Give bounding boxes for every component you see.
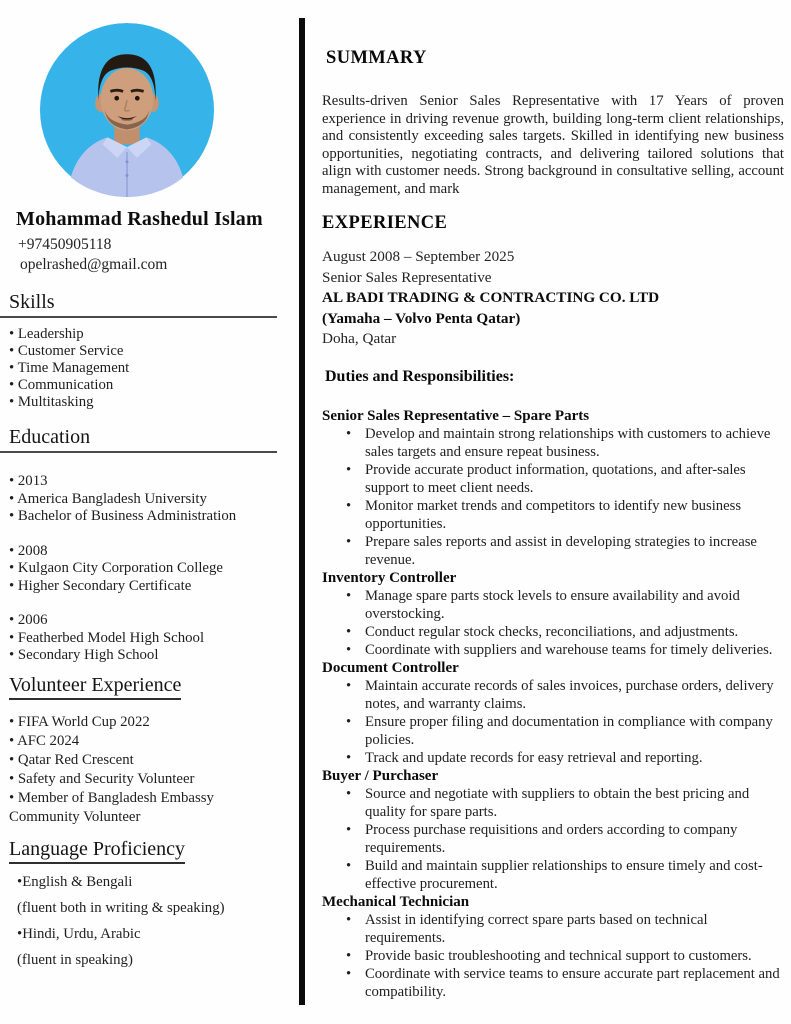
education-item: • America Bangladesh University: [9, 491, 298, 509]
duty-item: • Process purchase requisitions and orders according to company requirements.: [322, 821, 784, 857]
duty-item: • Track and update records for easy retrieval and reporting.: [322, 749, 784, 767]
email-address: opelrashed@gmail.com: [20, 256, 168, 273]
volunteer-item: • FIFA World Cup 2022: [9, 713, 265, 732]
duty-role-title: Document Controller: [322, 659, 459, 676]
education-item: • Kulgaon City Corporation College: [9, 560, 298, 578]
volunteer-item: • Qatar Red Crescent: [9, 751, 265, 770]
skills-heading-rule: [0, 291, 277, 318]
education-group: [9, 543, 298, 596]
volunteer-list: [9, 713, 265, 827]
skills-heading: Skills: [9, 291, 55, 313]
education-item: • Bachelor of Business Administration: [9, 508, 298, 526]
duty-list: [322, 785, 784, 893]
duty-item: • Develop and maintain strong relationships with customers to achieve sales targets and ensure repeat business.: [322, 425, 784, 461]
experience-job-title: Senior Sales Representative: [322, 268, 492, 286]
duties-heading: Duties and Responsibilities:: [325, 367, 515, 385]
skill-item: • Customer Service: [9, 343, 298, 360]
profile-photo: [38, 23, 216, 197]
volunteer-heading-label: Volunteer Experience: [9, 674, 181, 700]
duty-item: • Source and negotiate with suppliers to obtain the best pricing and quality for spare parts.: [322, 785, 784, 821]
duty-item: • Ensure proper filing and documentation in compliance with company policies.: [322, 713, 784, 749]
skill-item: • Communication: [9, 377, 298, 394]
volunteer-item: • AFC 2024: [9, 732, 265, 751]
experience-location: Doha, Qatar: [322, 330, 397, 348]
duty-item: • Build and maintain supplier relationships to ensure timely and cost-effective procurement.: [322, 857, 784, 893]
candidate-name: Mohammad Rashedul Islam: [16, 208, 263, 230]
volunteer-item: • Member of Bangladesh Embassy Community Volunteer: [9, 789, 265, 827]
phone-number: +97450905118: [18, 236, 112, 253]
experience-dates: August 2008 – September 2025: [322, 248, 515, 265]
language-item: • Hindi, Urdu, Arabic: [17, 925, 298, 943]
language-fluency-note: (fluent both in writing & speaking): [17, 899, 225, 916]
skill-item: • Leadership: [9, 326, 298, 343]
experience-heading: EXPERIENCE: [322, 213, 448, 233]
duty-item: • Provide accurate product information, quotations, and after-sales support to meet client needs.: [322, 461, 784, 497]
education-section: [0, 426, 298, 665]
duty-list: [322, 425, 784, 569]
languages-list: [17, 873, 298, 969]
languages-heading: [9, 838, 298, 864]
duty-item: • Assist in identifying correct spare parts based on technical requirements.: [322, 911, 784, 947]
left-column: [0, 0, 298, 977]
duty-list: [322, 911, 784, 1001]
experience-meta: [322, 247, 784, 350]
duty-list: [322, 677, 784, 767]
language-fluency-note: (fluent in speaking): [17, 951, 133, 968]
duty-section-document-controller: [322, 659, 784, 767]
education-group: [9, 473, 298, 526]
languages-section: [0, 838, 298, 969]
duty-item: • Prepare sales reports and assist in developing strategies to increase revenue.: [322, 533, 784, 569]
duty-item: • Manage spare parts stock levels to ensure availability and avoid overstocking.: [322, 587, 784, 623]
education-item: • 2006: [9, 612, 298, 630]
language-item: • English & Bengali: [17, 873, 298, 891]
duty-list: [322, 587, 784, 659]
duty-role-title: Buyer / Purchaser: [322, 767, 439, 784]
education-item: • 2013: [9, 473, 298, 491]
experience-company: AL BADI TRADING & CONTRACTING CO. LTD: [322, 289, 660, 307]
duty-item: • Coordinate with suppliers and warehouse teams for timely deliveries.: [322, 641, 784, 659]
duty-item: • Maintain accurate records of sales invoices, purchase orders, delivery notes, and warranty claims.: [322, 677, 784, 713]
avatar: [38, 23, 216, 197]
duty-section-mechanical-technician: [322, 893, 784, 1001]
summary-heading: SUMMARY: [326, 48, 427, 68]
volunteer-section: [0, 674, 298, 827]
education-group: [9, 612, 298, 665]
right-column: [322, 0, 784, 1001]
volunteer-item: • Safety and Security Volunteer: [9, 770, 265, 789]
duty-item: • Monitor market trends and competitors to identify new business opportunities.: [322, 497, 784, 533]
education-heading: Education: [9, 426, 91, 448]
skills-list: [9, 326, 298, 411]
duty-section-spare-parts: [322, 407, 784, 569]
duty-role-title: Inventory Controller: [322, 569, 457, 586]
duty-section-buyer-purchaser: [322, 767, 784, 893]
skill-item: • Time Management: [9, 360, 298, 377]
skill-item: • Multitasking: [9, 394, 298, 411]
education-item: • Higher Secondary Certificate: [9, 578, 298, 596]
summary-paragraph: Results-driven Senior Sales Representative with 17 Years of proven experience in driving revenue growth, building long-term client relationships, and consistently exceeding sales targets. Skilled in identifying new business opportunities, negotiating contracts, and delivering tailored solutions that align with customer needs. Strong background in consultative selling, account management, and mark: [322, 93, 784, 197]
education-item: • Secondary High School: [9, 647, 298, 665]
education-heading-rule: [0, 426, 277, 453]
duty-section-inventory-controller: [322, 569, 784, 659]
experience-brand: (Yamaha – Volvo Penta Qatar): [322, 309, 521, 327]
duty-item: • Coordinate with service teams to ensure accurate part replacement and compatibility.: [322, 965, 784, 1001]
duty-role-title: Mechanical Technician: [322, 893, 470, 910]
column-divider: [299, 18, 305, 1005]
education-item: • 2008: [9, 543, 298, 561]
duty-role-title: Senior Sales Representative – Spare Parts: [322, 407, 590, 424]
volunteer-heading: [9, 674, 298, 700]
duty-item: • Conduct regular stock checks, reconciliations, and adjustments.: [322, 623, 784, 641]
skills-section: [0, 291, 298, 411]
languages-heading-label: Language Proficiency: [9, 838, 185, 864]
duty-item: • Provide basic troubleshooting and technical support to customers.: [322, 947, 784, 965]
education-item: • Featherbed Model High School: [9, 630, 298, 648]
